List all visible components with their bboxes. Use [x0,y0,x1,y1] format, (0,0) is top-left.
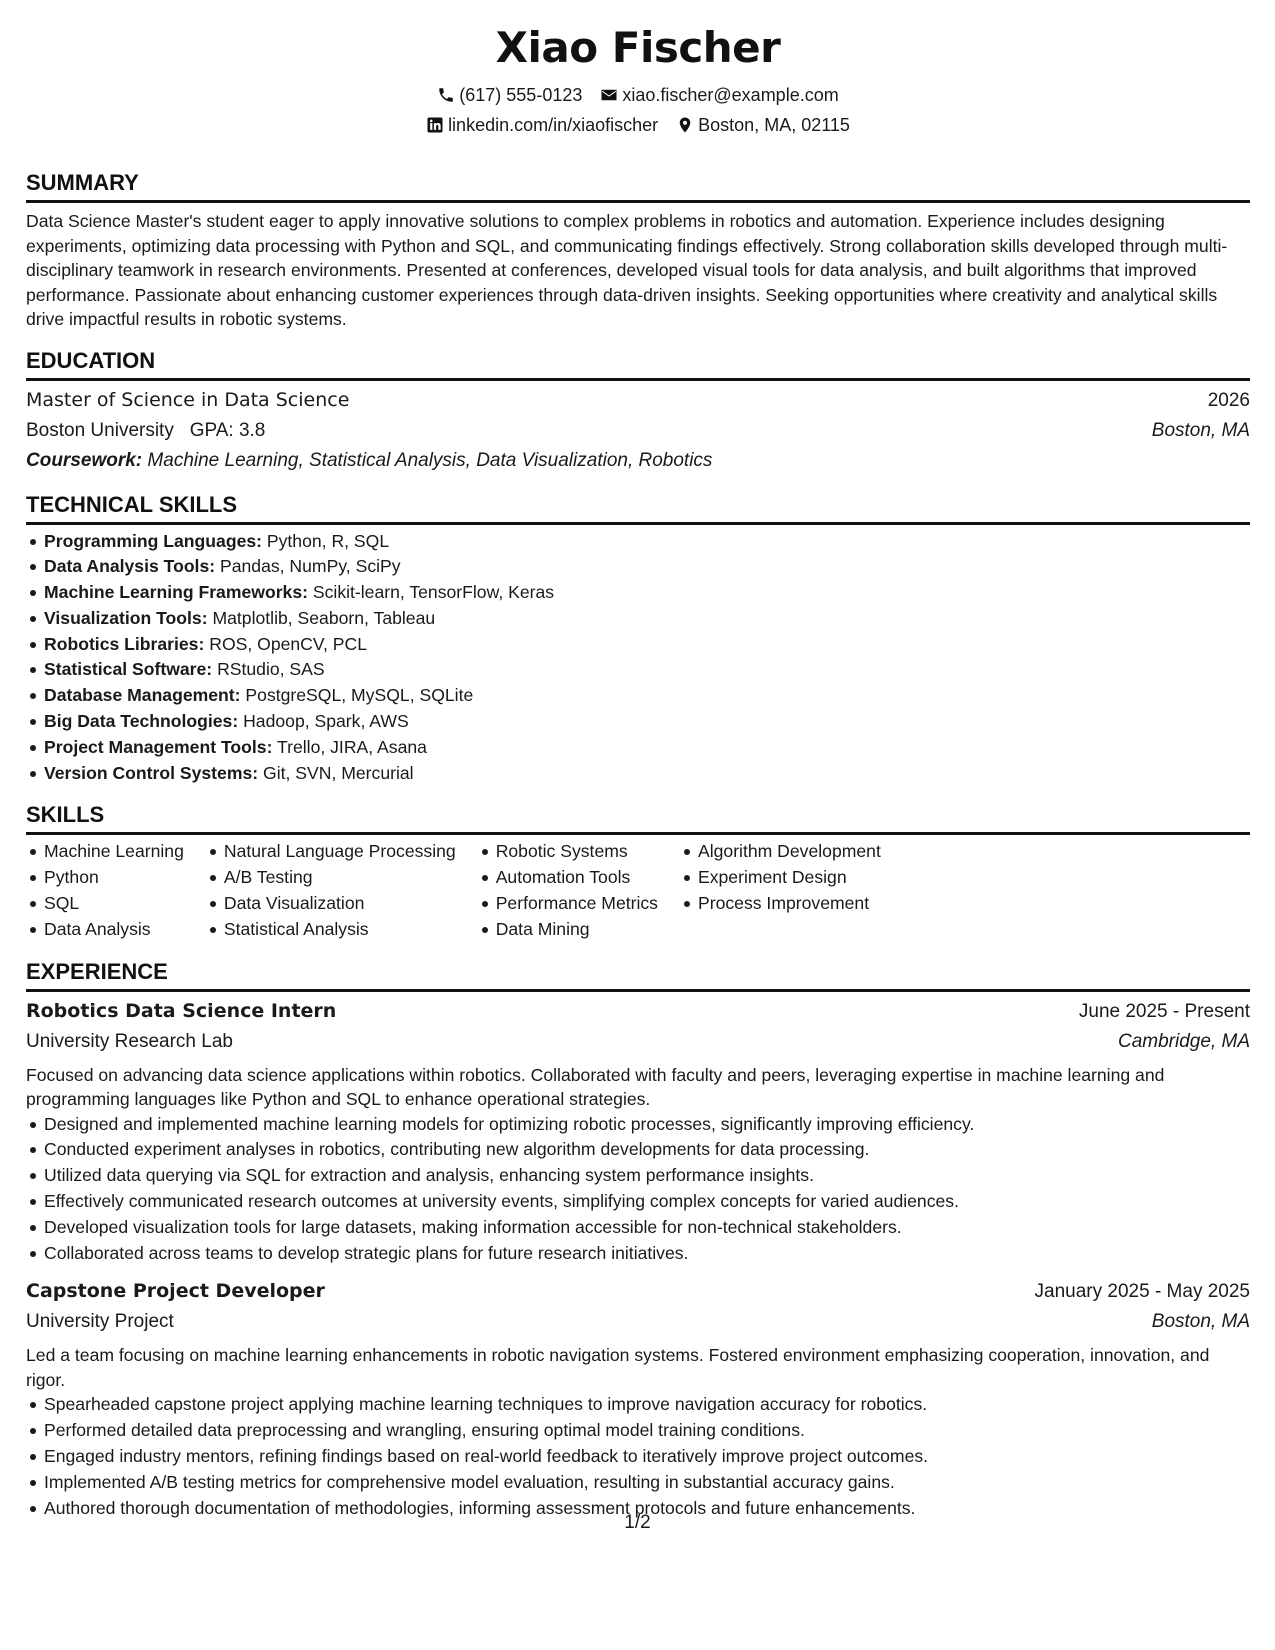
school-line [26,416,265,446]
skills-section [26,800,1250,942]
job-header [26,1276,1250,1307]
list-item: Utilized data querying via SQL for extraction and analysis, enhancing system performance insights. [26,1163,1250,1189]
map-pin-icon [676,116,694,134]
job-entry [26,1276,1250,1521]
list-item: Machine Learning Frameworks: Scikit-learn, TensorFlow, Keras [26,580,1250,606]
list-item: Spearheaded capstone project applying machine learning techniques to improve navigation accuracy for robotics. [26,1392,1250,1418]
job-role: Robotics Data Science Intern [26,999,337,1022]
education-row-1 [26,385,1250,416]
technical-skills-section [26,490,1250,787]
list-item: Statistical Analysis [206,917,456,943]
location-text: Boston, MA, 02115 [698,115,850,135]
contact-row-2 [26,110,1250,140]
job-subheader [26,1027,1250,1057]
phone-icon [437,86,455,104]
job-location: Cambridge, MA [1118,1030,1250,1052]
list-item: Machine Learning [26,839,184,865]
list-item: Visualization Tools: Matplotlib, Seaborn, Tableau [26,606,1250,632]
skills-heading: SKILLS [26,800,1250,835]
school-location: Boston, MA [1151,419,1250,441]
list-item: Designed and implemented machine learning models for optimizing robotic processes, significantly improving efficiency. [26,1112,1250,1138]
page-number: 1/2 [624,1512,651,1533]
graduation-year: 2026 [1207,389,1250,411]
experience-section [26,957,1250,1522]
summary-heading: SUMMARY [26,168,1250,203]
list-item: Automation Tools [478,865,658,891]
contact-linkedin[interactable] [426,110,658,140]
candidate-name: Xiao Fischer [495,23,781,72]
skills-column [206,839,456,942]
list-item: Developed visualization tools for large datasets, making information accessible for non-technical stakeholders. [26,1215,1250,1241]
phone-text: (617) 555-0123 [459,85,583,105]
summary-section [26,168,1250,332]
list-item: Algorithm Development [680,839,881,865]
experience-heading: EXPERIENCE [26,957,1250,992]
linkedin-icon [426,116,444,134]
list-item: Data Visualization [206,891,456,917]
contact-phone [437,80,582,110]
list-item: Conducted experiment analyses in robotics, contributing new algorithm developments for data processing. [26,1137,1250,1163]
education-heading: EDUCATION [26,346,1250,381]
resume-page [26,22,1250,1521]
skills-grid [26,839,1250,942]
list-item: Authored thorough documentation of methodologies, informing assessment protocols and future enhancements. [26,1496,1250,1522]
list-item: Statistical Software: RStudio, SAS [26,657,1250,683]
list-item: Python [26,865,184,891]
job-role: Capstone Project Developer [26,1280,325,1303]
list-item: Engaged industry mentors, refining findings based on real-world feedback to iteratively improve project outcomes. [26,1444,1250,1470]
education-section [26,346,1250,476]
list-item: Natural Language Processing [206,839,456,865]
list-item: Robotic Systems [478,839,658,865]
list-item: Process Improvement [680,891,881,917]
skills-column [478,839,658,942]
list-item: Data Analysis Tools: Pandas, NumPy, SciPy [26,554,1250,580]
list-item: Programming Languages: Python, R, SQL [26,529,1250,555]
list-item: Performance Metrics [478,891,658,917]
coursework-label: Coursework: [26,449,143,471]
coursework-list: Machine Learning, Statistical Analysis, Data Visualization, Robotics [147,449,713,471]
job-org: University Research Lab [26,1030,233,1052]
job-bullets [26,1392,1250,1521]
coursework-line [26,446,1250,476]
skills-column [680,839,881,942]
school-name: Boston University [26,419,174,441]
contact-location [676,110,850,140]
list-item: Performed detailed data preprocessing and wrangling, ensuring optimal model training conditions. [26,1418,1250,1444]
job-header [26,996,1250,1027]
technical-skills-list [26,529,1250,787]
list-item: Version Control Systems: Git, SVN, Mercurial [26,761,1250,787]
technical-skills-heading: TECHNICAL SKILLS [26,490,1250,525]
list-item: Big Data Technologies: Hadoop, Spark, AWS [26,709,1250,735]
job-description: Led a team focusing on machine learning enhancements in robotic navigation systems. Fostered environment emphasizing cooperation, innovation, and rigor. [26,1345,1210,1390]
list-item: Data Mining [478,917,658,943]
list-item: A/B Testing [206,865,456,891]
job-dates: January 2025 - May 2025 [1034,1281,1250,1303]
summary-text: Data Science Master's student eager to apply innovative solutions to complex problems in robotics and automation. Experience includes designing experiments, optimizing data processing with Python and SQL, and communicating findings effectively. Strong collaboration skills developed through multi-disciplinary teamwork in research environments. Presented at conferences, developed visual tools for data analysis, and built algorithms that improved performance. Passionate about enhancing customer experiences through data-driven insights. Seeking opportunities where creativity and analytical skills drive impactful results in robotic systems. [26,211,1228,329]
job-org: University Project [26,1311,174,1333]
list-item: Project Management Tools: Trello, JIRA, Asana [26,735,1250,761]
contact-row-1 [26,80,1250,110]
list-item: SQL [26,891,184,917]
job-bullets [26,1112,1250,1267]
list-item: Robotics Libraries: ROS, OpenCV, PCL [26,632,1250,658]
job-entry [26,996,1250,1267]
list-item: Implemented A/B testing metrics for comprehensive model evaluation, resulting in substantial accuracy gains. [26,1470,1250,1496]
contact-email[interactable] [600,80,838,110]
skills-column [26,839,184,942]
list-item: Collaborated across teams to develop strategic plans for future research initiatives. [26,1241,1250,1267]
list-item: Effectively communicated research outcomes at university events, simplifying complex concepts for varied audiences. [26,1189,1250,1215]
list-item: Data Analysis [26,917,184,943]
list-item: Database Management: PostgreSQL, MySQL, SQLite [26,683,1250,709]
job-subheader [26,1307,1250,1337]
email-link[interactable]: xiao.fischer@example.com [622,85,839,105]
linkedin-link[interactable]: linkedin.com/in/xiaofischer [448,115,659,135]
job-description: Focused on advancing data science applications within robotics. Collaborated with faculty and peers, leveraging expertise in machine learning and programming languages like Python and SQL to enhance operational strategies. [26,1064,1165,1110]
gpa: GPA: 3.8 [189,419,266,441]
envelope-icon [600,86,618,104]
education-row-2 [26,416,1250,446]
list-item: Experiment Design [680,865,881,891]
job-dates: June 2025 - Present [1078,1000,1250,1022]
job-location: Boston, MA [1151,1311,1250,1333]
degree: Master of Science in Data Science [26,388,350,411]
